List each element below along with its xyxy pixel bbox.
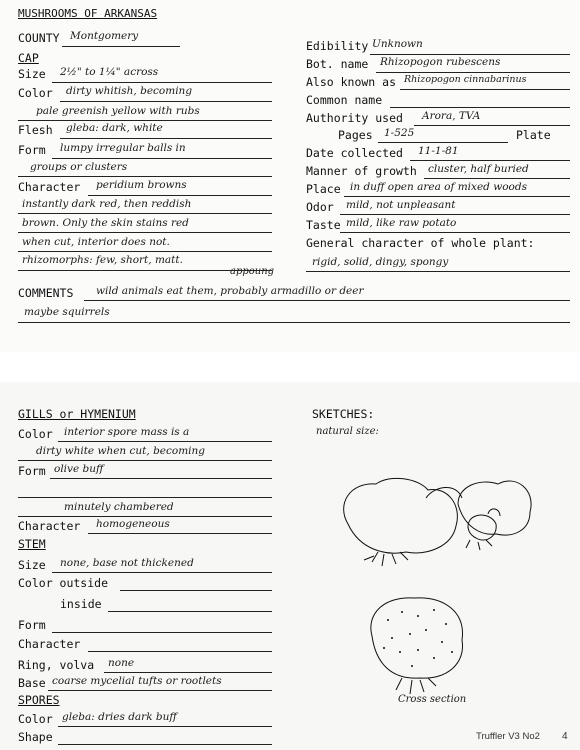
manner-label: Manner of growth [306, 164, 417, 178]
stem-form-label: Form [18, 618, 46, 632]
card-separator [0, 352, 580, 382]
cap-form-label: Form [18, 143, 46, 157]
odor-label: Odor [306, 200, 334, 214]
stem-size-line [52, 572, 272, 573]
cap-color-label: Color [18, 86, 53, 100]
page-number: 4 [562, 731, 568, 742]
stem-character-line [88, 651, 272, 652]
cap-color-line-1 [60, 101, 272, 102]
date-value: 11-1-81 [418, 145, 459, 157]
cap-character-value-5: rhizomorphs: few, short, matt. [22, 254, 183, 266]
gills-color-value-2: dirty white when cut, becoming [36, 445, 206, 457]
general-line [306, 271, 570, 272]
cap-form-value-2: groups or clusters [30, 161, 128, 173]
cap-flesh-line [60, 138, 272, 139]
comments-value-2: maybe squirrels [24, 306, 110, 318]
cap-form-value-1: lumpy irregular balls in [60, 142, 186, 154]
cap-character-value-3: brown. Only the skin stains red [22, 217, 189, 229]
odor-line [340, 214, 570, 215]
cap-character-value-1: peridium browns [96, 179, 187, 191]
place-line [344, 196, 570, 197]
ring-volva-value: none [108, 657, 135, 669]
county-label: COUNTY [18, 31, 60, 45]
stem-size-label: Size [18, 558, 46, 572]
base-line [48, 690, 272, 691]
date-line [410, 160, 570, 161]
odor-value: mild, not unpleasant [346, 199, 456, 211]
cap-character-value-6: appoung [230, 266, 275, 277]
spores-color-label: Color [18, 712, 53, 726]
stem-form-line [52, 632, 272, 633]
edibility-value: Unknown [372, 38, 423, 50]
gills-form-line-2 [18, 497, 272, 498]
cap-character-line-1 [88, 195, 272, 196]
cap-color-value-1: dirty whitish, becoming [66, 85, 193, 97]
stem-character-label: Character [18, 637, 81, 651]
cap-form-line-1 [52, 158, 272, 159]
gills-color-value-1: interior spore mass is a [64, 426, 190, 438]
spores-shape-line [58, 744, 272, 745]
cap-character-line-3 [18, 232, 272, 233]
gills-form-value-1: olive buff [54, 463, 104, 475]
gills-form-value-2: minutely chambered [64, 501, 174, 513]
spores-shape-label: Shape [18, 730, 53, 744]
bottom-record-card [0, 382, 580, 750]
taste-label: Taste [306, 218, 341, 232]
gills-form-label: Form [18, 464, 46, 478]
cap-color-value-2: pale greenish yellow with rubs [36, 105, 200, 117]
cap-character-line-4 [18, 251, 272, 252]
gills-heading: GILLS or HYMENIUM [18, 407, 136, 421]
top-record-card [0, 0, 580, 352]
cap-size-value: 2½" to 1¼" across [60, 66, 159, 78]
cap-size-label: Size [18, 67, 46, 81]
gills-form-line-1 [50, 478, 272, 479]
authority-line [414, 125, 570, 126]
manner-value: cluster, half buried [428, 163, 529, 175]
gills-color-label: Color [18, 427, 53, 441]
edibility-label: Edibility [306, 39, 369, 53]
county-line [62, 46, 180, 47]
stem-heading: STEM [18, 537, 46, 551]
pages-line [378, 142, 508, 143]
plate-label: Plate [516, 128, 551, 142]
pages-label: Pages [338, 128, 373, 142]
comments-value-1: wild animals eat them, probably armadillo or deer [96, 285, 364, 297]
bot-name-line [376, 72, 570, 73]
footer-publication: Truffler V3 No2 [476, 731, 540, 742]
cap-character-label: Character [18, 180, 81, 194]
manner-line [424, 178, 570, 179]
stem-color-outside-label: Color outside [18, 576, 109, 590]
stem-inside-label: inside [60, 597, 102, 611]
stem-size-value: none, base not thickened [60, 557, 194, 569]
cap-flesh-label: Flesh [18, 123, 53, 137]
sketches-heading: SKETCHES: [312, 407, 375, 421]
gills-character-line [88, 533, 272, 534]
cross-section-caption: Cross section [398, 694, 467, 705]
bot-name-label: Bot. name [306, 57, 369, 71]
cap-character-value-2: instantly dark red, then reddish [22, 198, 192, 210]
county-value: Montgomery [70, 30, 139, 42]
gills-form-line-3 [18, 516, 272, 517]
common-name-label: Common name [306, 93, 383, 107]
comments-line-1 [84, 300, 570, 301]
place-value: in duff open area of mixed woods [350, 181, 527, 193]
also-known-value: Rhizopogon cinnabarinus [404, 74, 527, 85]
gills-color-line-1 [58, 441, 272, 442]
base-value: coarse mycelial tufts or rootlets [52, 675, 222, 687]
base-label: Base [18, 676, 46, 690]
cap-character-line-5 [18, 270, 272, 271]
card-title: MUSHROOMS OF ARKANSAS [18, 7, 158, 20]
cap-flesh-value: gleba: dark, white [66, 122, 163, 134]
spores-color-line [58, 726, 272, 727]
authority-label: Authority used [306, 111, 403, 125]
cross-section-sketch [362, 590, 472, 700]
general-label: General character of whole plant: [306, 236, 535, 250]
also-known-label: Also known as [306, 75, 397, 89]
authority-value: Arora, TVA [422, 110, 481, 122]
stem-color-outside-line [120, 590, 272, 591]
spores-heading: SPORES [18, 693, 60, 707]
cap-color-line-2 [18, 120, 272, 121]
pages-value: 1-525 [384, 127, 415, 139]
taste-line [340, 232, 570, 233]
date-label: Date collected [306, 146, 403, 160]
general-value: rigid, solid, dingy, spongy [312, 256, 449, 268]
bot-name-value: Rhizopogon rubescens [380, 56, 501, 68]
cap-size-line [52, 82, 272, 83]
spores-color-value: gleba: dries dark buff [62, 711, 177, 723]
comments-label: COMMENTS [18, 286, 74, 300]
edibility-line [370, 54, 570, 55]
cap-character-value-4: when cut, interior does not. [22, 236, 170, 248]
common-name-line [390, 107, 570, 108]
cap-form-line-2 [18, 176, 272, 177]
gills-character-value: homogeneous [96, 518, 170, 530]
gills-color-line-2 [18, 460, 272, 461]
ring-volva-label: Ring, volva [18, 658, 95, 672]
stem-inside-line [108, 611, 272, 612]
gills-character-label: Character [18, 519, 81, 533]
also-known-line [400, 89, 570, 90]
cap-heading: CAP [18, 51, 39, 65]
comments-line-2 [18, 322, 570, 323]
sketch-note: natural size: [316, 426, 379, 437]
mushroom-cluster-sketch [330, 464, 540, 574]
place-label: Place [306, 182, 341, 196]
cap-character-line-2 [18, 213, 272, 214]
ring-volva-line [104, 672, 272, 673]
taste-value: mild, like raw potato [346, 217, 457, 229]
